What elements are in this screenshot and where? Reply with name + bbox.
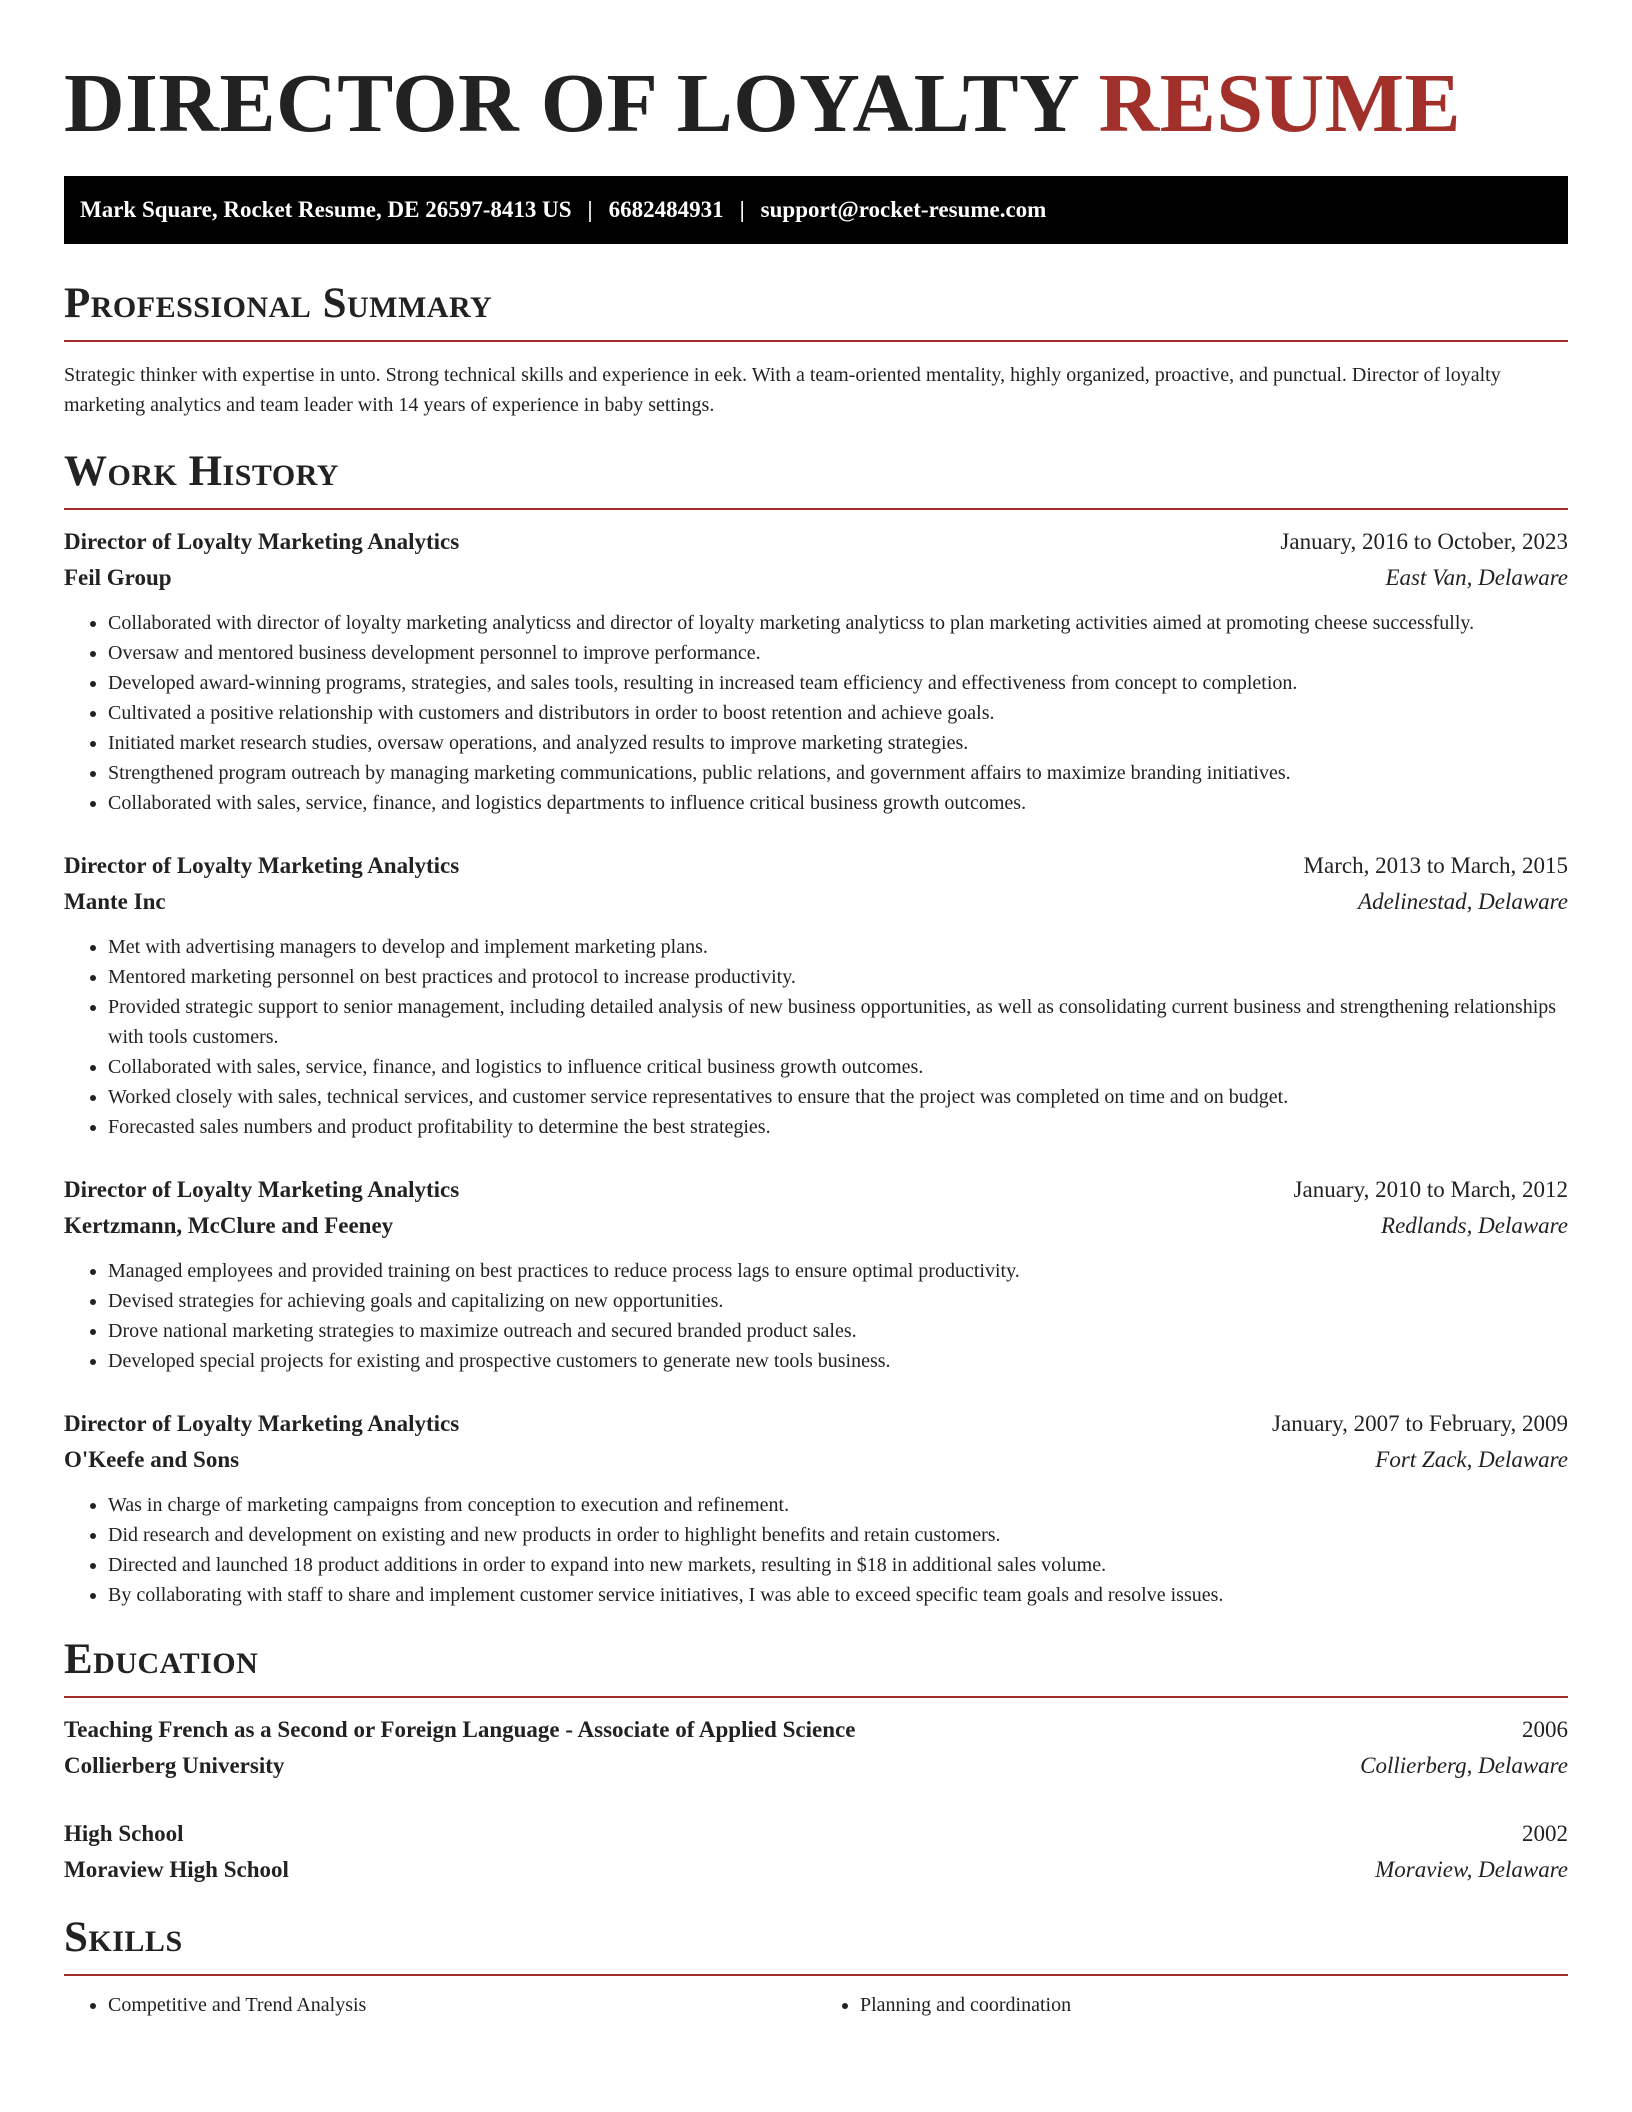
job-header <box>64 1172 1568 1208</box>
job-title: Director of Loyalty Marketing Analytics <box>64 1177 460 1202</box>
job-header <box>64 848 1568 884</box>
contact-email: support@rocket-resume.com <box>760 197 1047 222</box>
list-item: • Forecasted sales numbers and product profitability to determine the best strategies. <box>108 1112 1568 1142</box>
job-company: Kertzmann, McClure and Feeney <box>64 1213 394 1238</box>
section-heading: Work History <box>64 448 339 495</box>
job-company: Mante Inc <box>64 889 166 914</box>
list-item: • Planning and coordination <box>860 1990 1568 2020</box>
resume-title <box>64 58 1568 150</box>
job-title: Director of Loyalty Marketing Analytics <box>64 529 460 554</box>
list-item: • Cultivated a positive relationship with customers and distributors in order to boost retention and achieve goals. <box>108 698 1568 728</box>
job-entry <box>64 1406 1568 1610</box>
education-school: Moraview High School <box>64 1857 289 1882</box>
job-location: Adelinestad, Delaware <box>1358 889 1568 914</box>
education-section <box>64 1634 1568 1888</box>
section-divider <box>64 1696 1568 1698</box>
job-bullets <box>64 932 1568 1142</box>
list-item: • Mentored marketing personnel on best practices and protocol to increase productivity. <box>108 962 1568 992</box>
title-accent: RESUME <box>1098 57 1462 150</box>
section-heading: Education <box>64 1636 259 1683</box>
job-bullets <box>64 608 1568 818</box>
list-item: • Devised strategies for achieving goals and capitalizing on new opportunities. <box>108 1286 1568 1316</box>
education-location: Moraview, Delaware <box>1375 1857 1568 1882</box>
title-main: DIRECTOR OF LOYALTY <box>64 57 1078 150</box>
skills-grid <box>64 1990 1568 2020</box>
education-header <box>64 1816 1568 1852</box>
job-entry <box>64 1172 1568 1376</box>
section-divider <box>64 508 1568 510</box>
education-school-row <box>64 1748 1568 1784</box>
job-employer <box>64 560 1568 596</box>
list-item: • Managed employees and provided training on best practices to reduce process lags to ensure optimal productivity. <box>108 1256 1568 1286</box>
job-employer <box>64 1442 1568 1478</box>
job-dates: January, 2007 to February, 2009 <box>1272 1411 1568 1436</box>
job-location: East Van, Delaware <box>1385 565 1568 590</box>
job-entry <box>64 848 1568 1142</box>
list-item: • Initiated market research studies, oversaw operations, and analyzed results to improve marketing strategies. <box>108 728 1568 758</box>
list-item: • Developed award-winning programs, strategies, and sales tools, resulting in increased team efficiency and effectiveness from concept to completion. <box>108 668 1568 698</box>
contact-separator: | <box>739 197 745 222</box>
list-item: • By collaborating with staff to share and implement customer service initiatives, I was able to exceed specific team goals and resolve issues. <box>108 1580 1568 1610</box>
section-divider <box>64 1974 1568 1976</box>
education-school-row <box>64 1852 1568 1888</box>
summary-text: Strategic thinker with expertise in unto. Strong technical skills and experience in eek. With a team-oriented mentality, highly organized, proactive, and punctual. Director of loyalty marketing analytics and team leader with 14 years of experience in baby settings. <box>64 364 1501 416</box>
list-item: • Developed special projects for existing and prospective customers to generate new tools business. <box>108 1346 1568 1376</box>
job-bullets <box>64 1256 1568 1376</box>
job-dates: January, 2016 to October, 2023 <box>1280 529 1568 554</box>
job-company: O'Keefe and Sons <box>64 1447 240 1472</box>
section-divider <box>64 340 1568 342</box>
skills-column-right <box>816 1990 1568 2020</box>
section-heading: Professional Summary <box>64 280 493 327</box>
job-dates: January, 2010 to March, 2012 <box>1293 1177 1568 1202</box>
job-location: Fort Zack, Delaware <box>1375 1447 1568 1472</box>
job-bullets <box>64 1490 1568 1610</box>
job-location: Redlands, Delaware <box>1381 1213 1568 1238</box>
list-item: • Collaborated with sales, service, finance, and logistics to influence critical business growth outcomes. <box>108 1052 1568 1082</box>
contact-bar <box>64 176 1568 244</box>
section-heading: Skills <box>64 1914 183 1961</box>
job-entry <box>64 524 1568 818</box>
education-entry <box>64 1816 1568 1888</box>
list-item: • Directed and launched 18 product additions in order to expand into new markets, resulting in $18 in additional sales volume. <box>108 1550 1568 1580</box>
job-header <box>64 1406 1568 1442</box>
job-title: Director of Loyalty Marketing Analytics <box>64 1411 460 1436</box>
job-title: Director of Loyalty Marketing Analytics <box>64 853 460 878</box>
list-item: • Oversaw and mentored business development personnel to improve performance. <box>108 638 1568 668</box>
list-item: • Provided strategic support to senior management, including detailed analysis of new business opportunities, as well as consolidating current business and strengthening relationships with tools customers. <box>108 992 1568 1052</box>
list-item: • Competitive and Trend Analysis <box>108 1990 816 2020</box>
education-entry <box>64 1712 1568 1784</box>
list-item: • Met with advertising managers to develop and implement marketing plans. <box>108 932 1568 962</box>
list-item: • Worked closely with sales, technical services, and customer service representatives to ensure that the project was completed on time and on budget. <box>108 1082 1568 1112</box>
education-degree: Teaching French as a Second or Foreign Language - Associate of Applied Science <box>64 1717 856 1742</box>
list-item: • Strengthened program outreach by managing marketing communications, public relations, and government affairs to maximize branding initiatives. <box>108 758 1568 788</box>
education-year: 2002 <box>1522 1821 1568 1846</box>
skills-section <box>64 1912 1568 2020</box>
job-header <box>64 524 1568 560</box>
job-company: Feil Group <box>64 565 172 590</box>
summary-section <box>64 278 1568 420</box>
contact-separator: | <box>587 197 593 222</box>
education-year: 2006 <box>1522 1717 1568 1742</box>
contact-phone: 6682484931 <box>608 197 724 222</box>
education-header <box>64 1712 1568 1748</box>
education-degree: High School <box>64 1821 184 1846</box>
contact-address: Mark Square, Rocket Resume, DE 26597-8413 US <box>80 197 572 222</box>
education-location: Collierberg, Delaware <box>1360 1753 1568 1778</box>
list-item: • Drove national marketing strategies to maximize outreach and secured branded product sales. <box>108 1316 1568 1346</box>
list-item: • Collaborated with sales, service, finance, and logistics departments to influence critical business growth outcomes. <box>108 788 1568 818</box>
work-history-section <box>64 446 1568 1610</box>
job-employer <box>64 1208 1568 1244</box>
list-item: • Collaborated with director of loyalty marketing analyticss and director of loyalty marketing analyticss to plan marketing activities aimed at promoting cheese successfully. <box>108 608 1568 638</box>
list-item: • Did research and development on existing and new products in order to highlight benefits and retain customers. <box>108 1520 1568 1550</box>
skills-column-left <box>64 1990 816 2020</box>
job-employer <box>64 884 1568 920</box>
education-school: Collierberg University <box>64 1753 285 1778</box>
list-item: • Was in charge of marketing campaigns from conception to execution and refinement. <box>108 1490 1568 1520</box>
job-dates: March, 2013 to March, 2015 <box>1303 853 1568 878</box>
